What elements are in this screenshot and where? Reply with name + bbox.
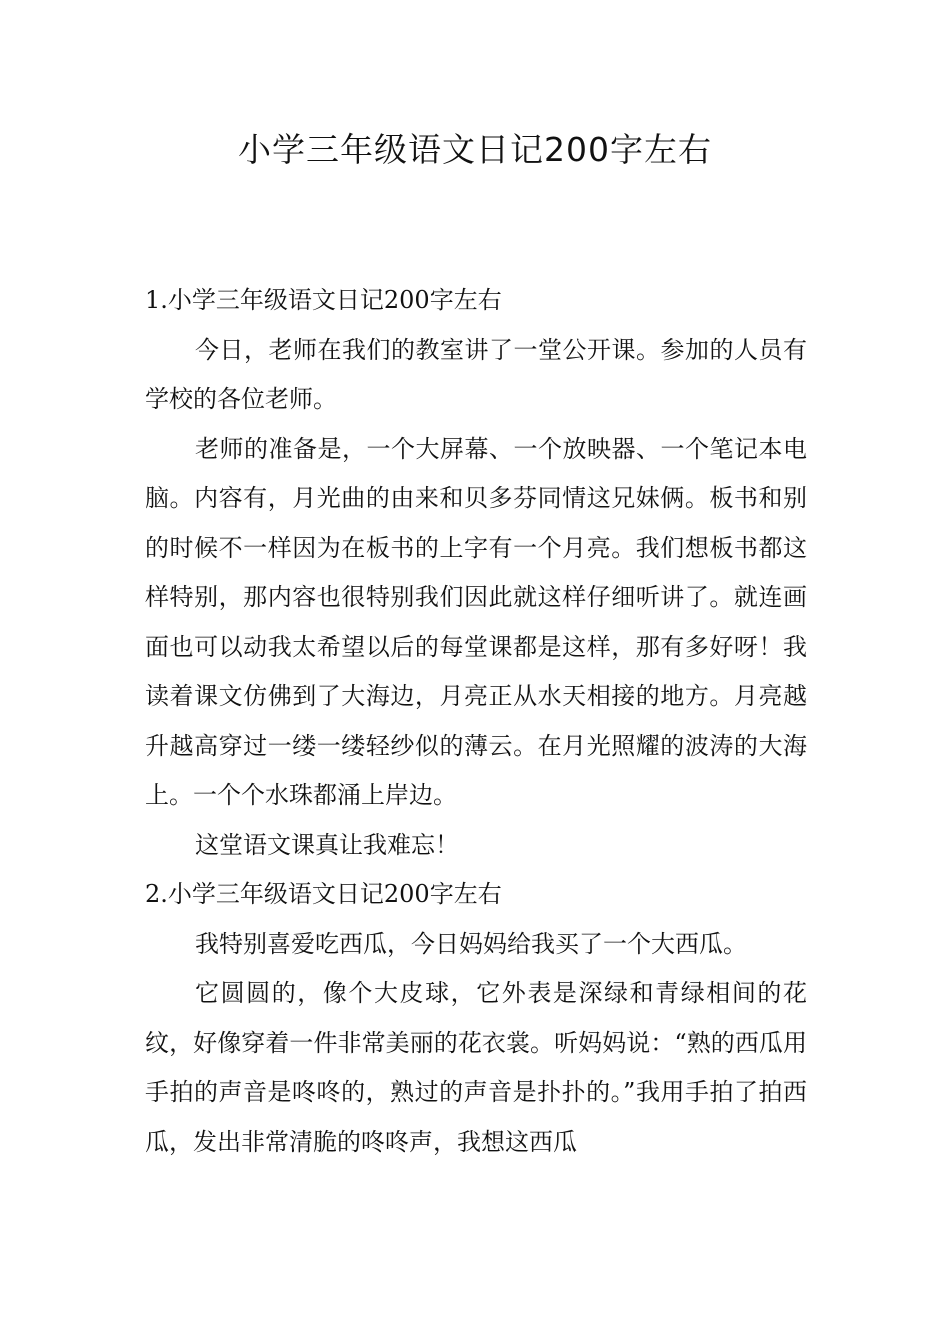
section-1-paragraph-1: 今日，老师在我们的教室讲了一堂公开课。参加的人员有学校的各位老师。 [145,335,807,413]
document-body [145,276,807,1167]
section-2-paragraph-2: 它圆圆的，像个大皮球，它外表是深绿和青绿相间的花纹，好像穿着一件非常美丽的花衣裳。听妈妈说：“熟的西瓜用手拍的声音是咚咚的，熟过的声音是扑扑的。”我用手拍了拍西瓜，发出非常清脆的咚咚声，我想这西瓜 [145,979,807,1156]
section-heading-1: 1.小学三年级语文日记200字左右 [145,286,502,314]
section-1-paragraph-3: 这堂语文课真让我难忘！ [195,830,459,859]
section-1-paragraph-2: 老师的准备是，一个大屏幕、一个放映器、一个笔记本电脑。内容有，月光曲的由来和贝多芬同情这兄妹俩。板书和别的时候不一样因为在板书的上字有一个月亮。我们想板书都这样特别，那内容也很特别我们因此就这样仔细听讲了。就连画面也可以动我太希望以后的每堂课都是这样，那有多好呀！我读着课文仿佛到了大海边，月亮正从水天相接的地方。月亮越升越高穿过一缕一缕轻纱似的薄云。在月光照耀的波涛的大海上。一个个水珠都涌上岸边。 [145,434,807,809]
document-title: 小学三年级语文日记200字左右 [238,130,712,169]
section-heading-2: 2.小学三年级语文日记200字左右 [145,880,502,908]
section-2-paragraph-1: 我特别喜爱吃西瓜，今日妈妈给我买了一个大西瓜。 [195,929,747,958]
